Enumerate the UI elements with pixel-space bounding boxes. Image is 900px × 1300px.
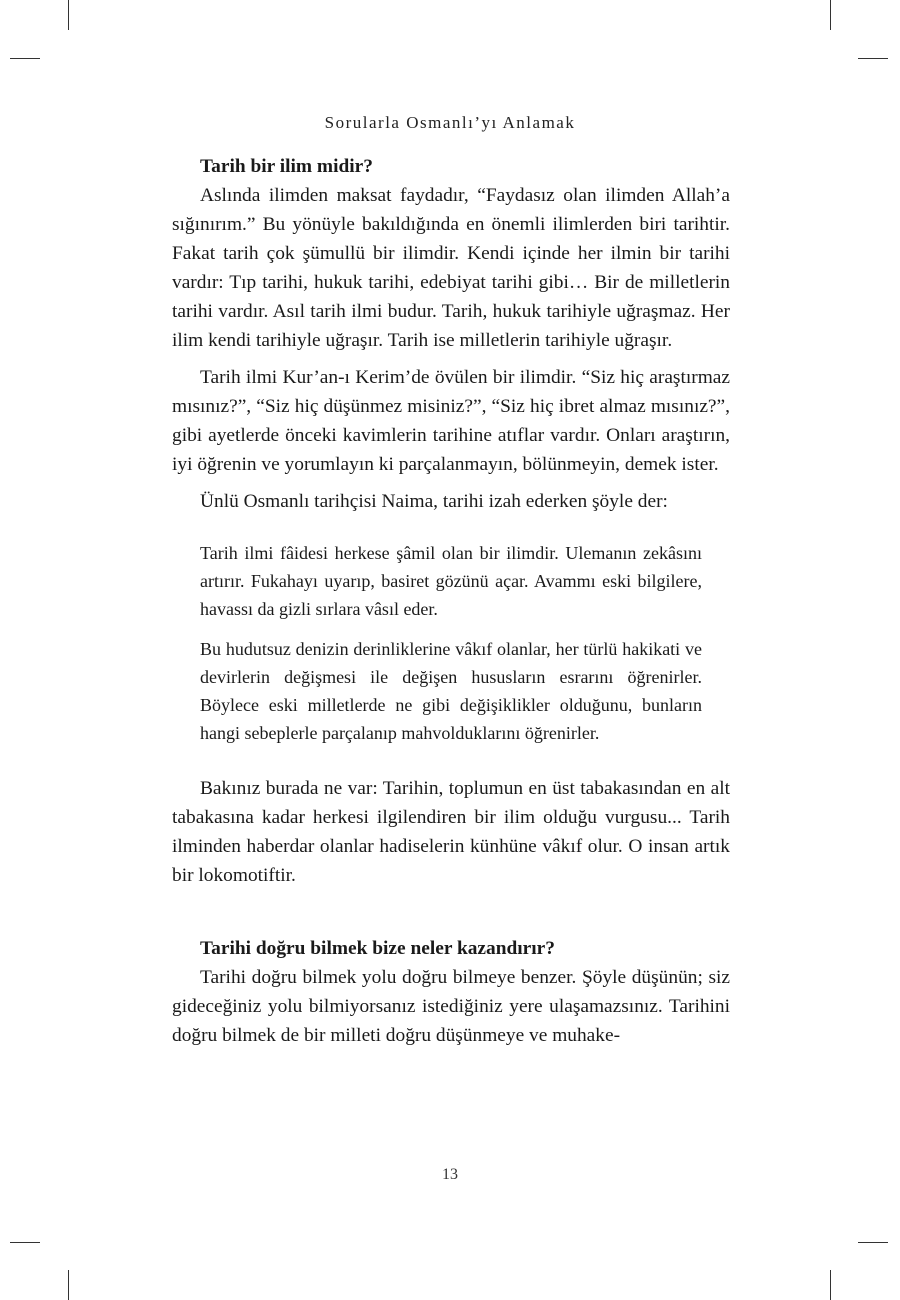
crop-mark-top-right: [830, 0, 831, 30]
crop-mark-bottom-right: [830, 1270, 831, 1300]
paragraph-section-2: Tarihi doğru bilmek yolu doğru bilmeye benzer. Şöyle düşünün; siz gideceğiniz yolu bilmiyorsanız istediğiniz yere ulaşamazsınız. Tarihini doğru bilmek de bir milleti doğru düşünmeye ve muhake-: [172, 967, 730, 1046]
crop-mark-left-top: [10, 58, 40, 59]
block-quote: [200, 539, 702, 747]
section-heading-2: Tarihi doğru bilmek bize neler kazandırır?: [200, 938, 555, 959]
paragraph-3: Ünlü Osmanlı tarihçisi Naima, tarihi izah ederken şöyle der:: [200, 491, 668, 512]
quote-paragraph-1: Tarih ilmi fâidesi herkese şâmil olan bir ilimdir. Ulemanın zekâsını artırır. Fukahayı uyarıp, basiret gözünü açar. Avammı eski bilgilere, havassı da gizli sırlara vâsıl eder.: [200, 543, 702, 619]
paragraph-1: Aslında ilimden maksat faydadır, “Faydasız olan ilimden Allah’a sığınırım.” Bu yönüyle bakıldığında en önemli ilimlerden biri tarihtir. Fakat tarih çok şümullü bir ilimdir. Kendi içinde her ilmin bir tarihi vardır: Tıp tarihi, hukuk tarihi, edebiyat tarihi gibi… Bir de milletlerin tarihi vardır. Asıl tarih ilmi budur. Tarih, hukuk tarihiyle uğraşmaz. Her ilim kendi tarihiyle uğraşır. Tarih ise milletlerin tarihiyle uğraşır.: [172, 185, 730, 351]
running-head: Sorularla Osmanlı’yı Anlamak: [324, 113, 576, 132]
crop-mark-top-left: [68, 0, 69, 30]
paragraph-2: Tarih ilmi Kur’an-ı Kerim’de övülen bir ilimdir. “Siz hiç araştırmaz mısınız?”, “Siz hiç düşünmez misiniz?”, “Siz hiç ibret almaz mısınız?”, gibi ayetlerde önceki kavimlerin tarihine atıflar vardır. Onları araştırın, iyi öğrenin ve yorumlayın ki parçalanmayın, bölünmeyin, demek ister.: [172, 367, 730, 475]
paragraph-closing: Bakınız burada ne var: Tarihin, toplumun en üst tabakasından en alt tabakasına kadar herkesi ilgilendiren bir ilim olduğu vurgusu... Tarih ilminden haberdar olanlar hadiselerin künhüne vâkıf olur. O insan artık bir lokomotiftir.: [172, 778, 730, 886]
quote-paragraph-2: Bu hudutsuz denizin derinliklerine vâkıf olanlar, her türlü hakikati ve devirlerin değişmesi ile değişen hususların esrarını öğrenirler. Böylece eski milletlerde ne gibi değişiklikler olduğunu, bunların hangi sebeplerle parçalanıp mahvolduklarını öğrenirler.: [200, 639, 702, 743]
crop-mark-bottom-left: [68, 1270, 69, 1300]
page-number: 13: [442, 1166, 458, 1183]
page-body: [172, 152, 730, 1050]
crop-mark-right-bottom: [858, 1242, 888, 1243]
crop-mark-right-top: [858, 58, 888, 59]
crop-mark-left-bottom: [10, 1242, 40, 1243]
section-heading-1: Tarih bir ilim midir?: [200, 156, 373, 177]
